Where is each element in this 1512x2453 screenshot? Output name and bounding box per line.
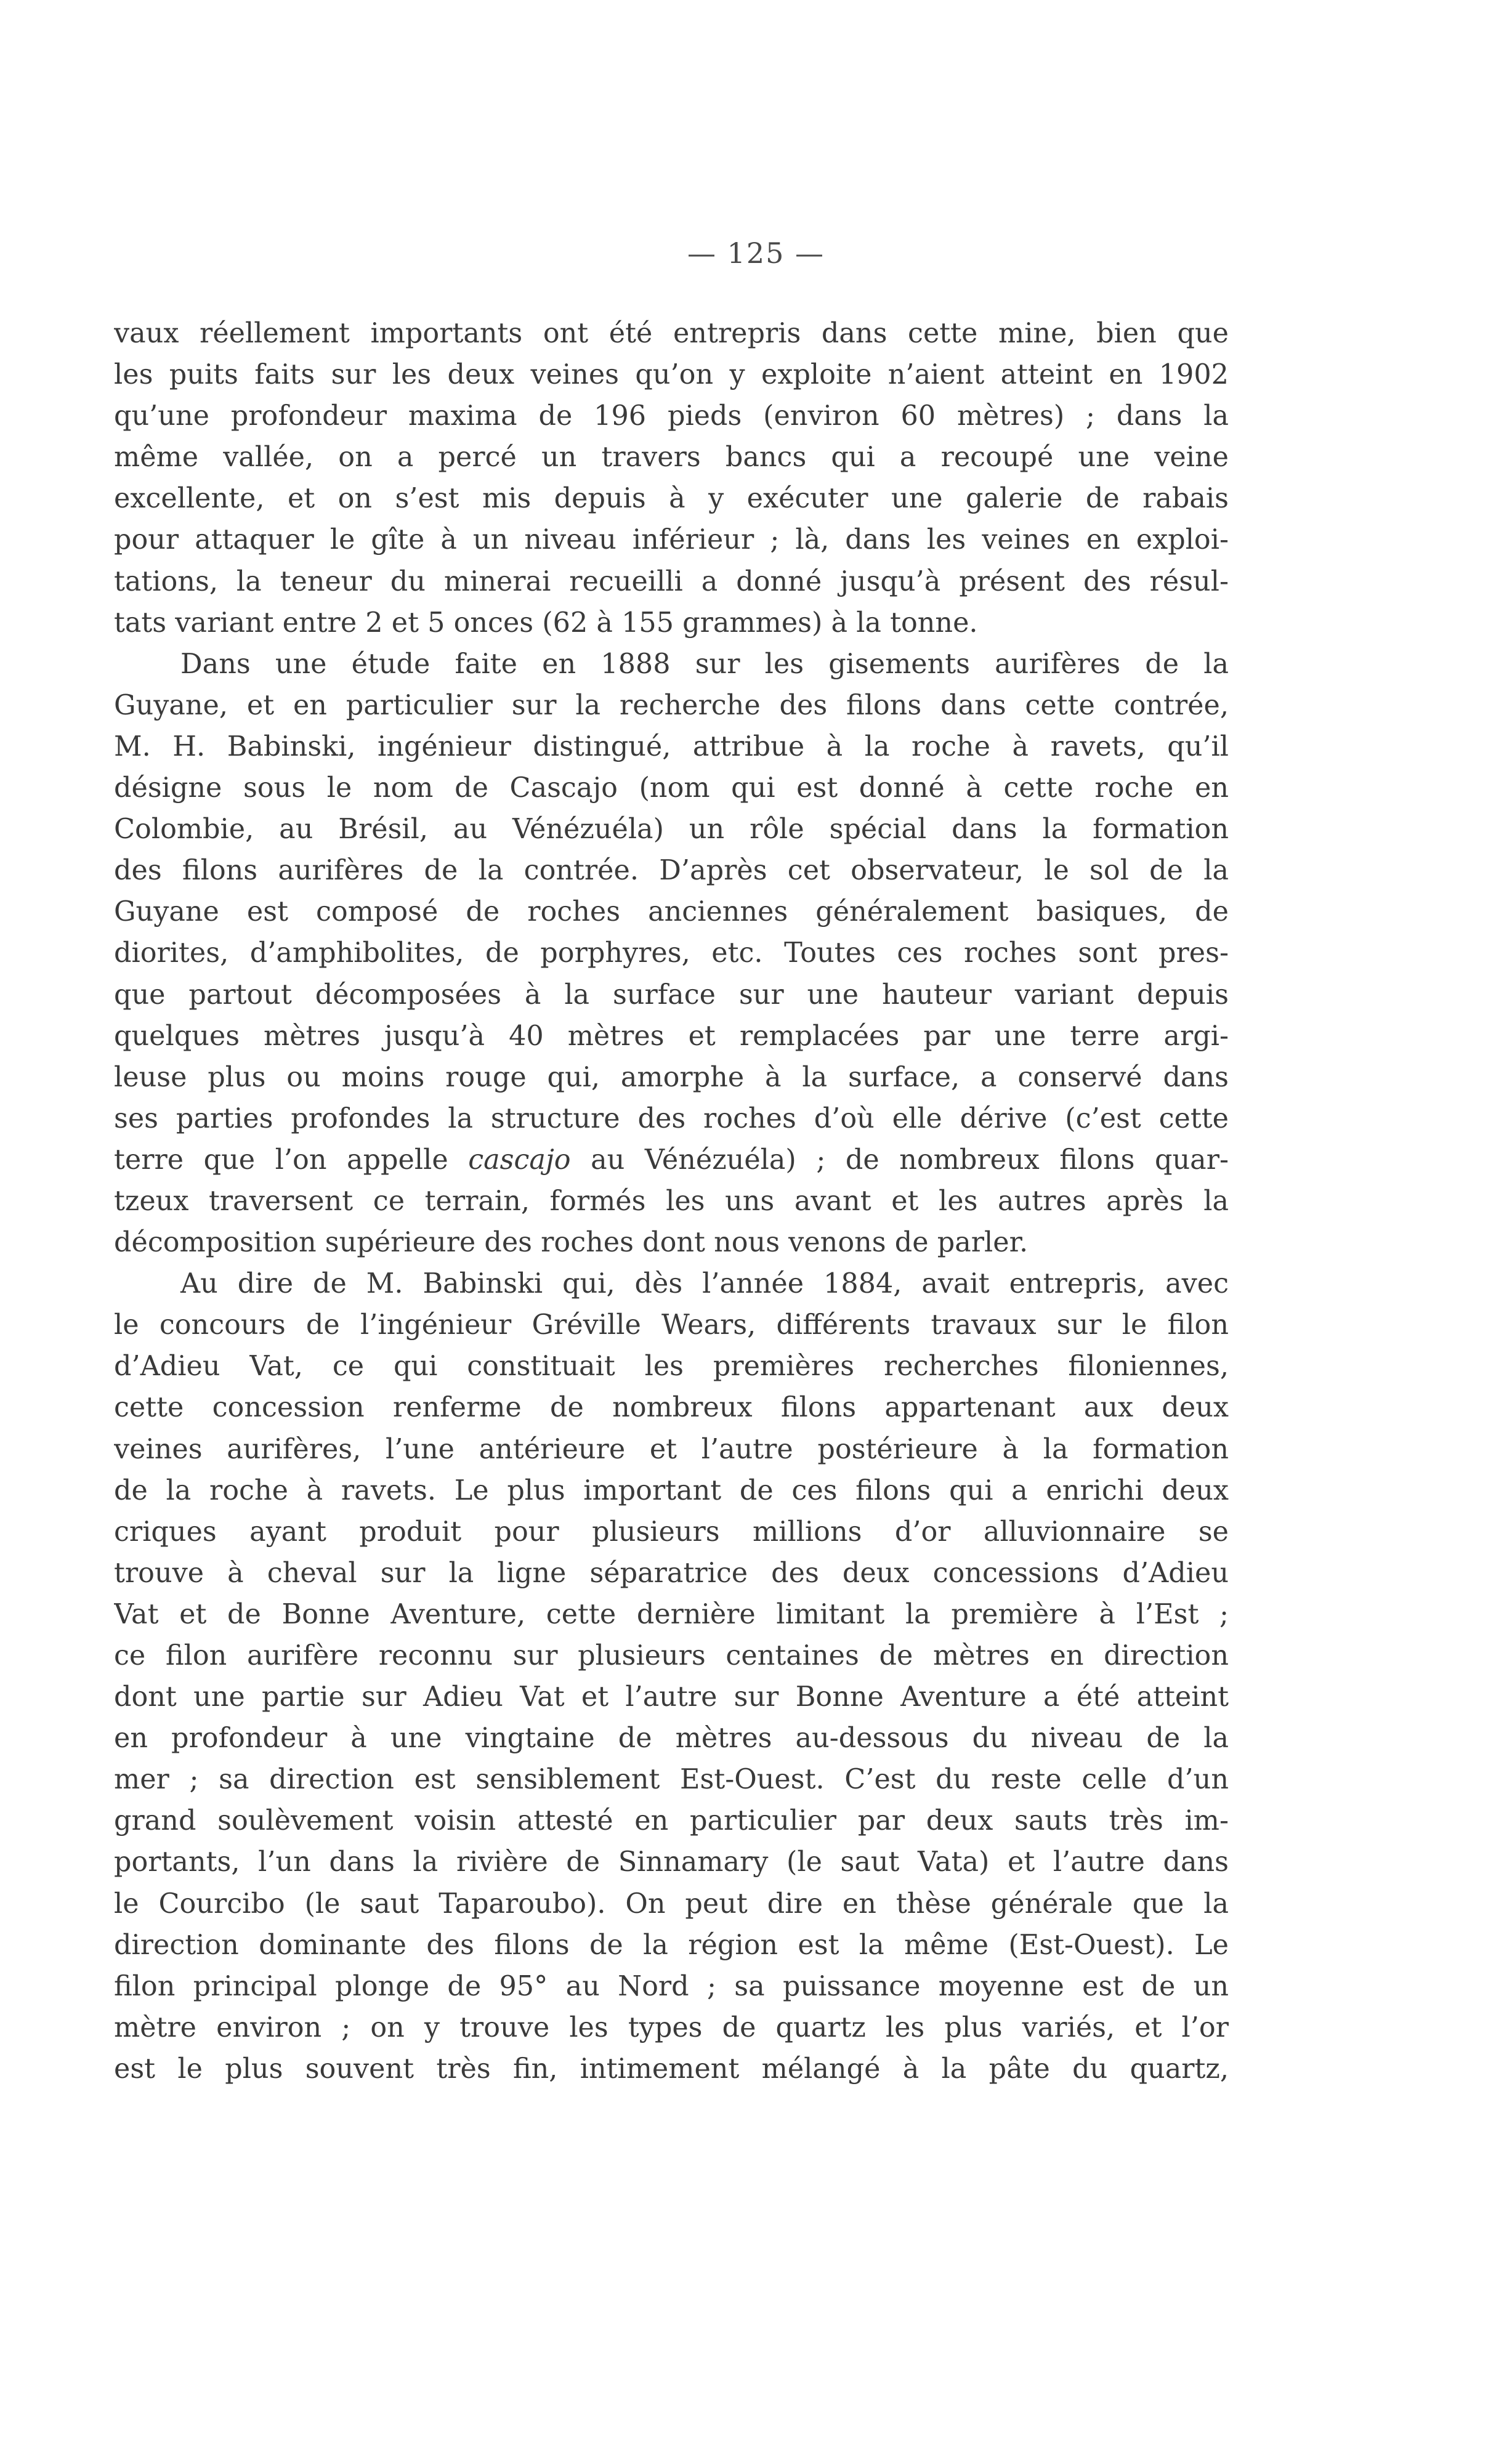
text-line: des filons aurifères de la contrée. D’après cet observateur, le sol de la bbox=[114, 855, 1229, 887]
text-line: tations, la teneur du minerai recueilli a donné jusqu’à présent des résul- bbox=[114, 565, 1229, 597]
text-line: veines aurifères, l’une antérieure et l’autre postérieure à la formation bbox=[114, 1433, 1229, 1465]
text-line: Vat et de Bonne Aventure, cette dernière limitant la première à l’Est ; bbox=[114, 1598, 1229, 1630]
text-line: décomposition supérieure des roches dont nous venons de parler. bbox=[114, 1227, 1029, 1259]
text-line: Guyane, et en particulier sur la recherche des filons dans cette contrée, bbox=[114, 689, 1229, 721]
text-line: quelques mètres jusqu’à 40 mètres et remplacées par une terre argi- bbox=[114, 1020, 1229, 1052]
text-line: en profondeur à une vingtaine de mètres au-dessous du niveau de la bbox=[114, 1723, 1229, 1755]
body-text bbox=[114, 313, 1229, 2090]
text-line: pour attaquer le gîte à un niveau inférieur ; là, dans les veines en exploi- bbox=[114, 524, 1229, 556]
text-line: tats variant entre 2 et 5 onces (62 à 155 grammes) à la tonne. bbox=[114, 607, 978, 639]
text-line: trouve à cheval sur la ligne séparatrice des deux concessions d’Adieu bbox=[114, 1557, 1229, 1589]
text-line: excellente, et on s’est mis depuis à y exécuter une galerie de rabais bbox=[114, 483, 1229, 515]
text-segment: terre que l’on appelle bbox=[114, 1144, 469, 1176]
text-line: ses parties profondes la structure des roches d’où elle dérive (c’est cette bbox=[114, 1102, 1229, 1134]
text-line: désigne sous le nom de Cascajo (nom qui est donné à cette roche en bbox=[114, 772, 1229, 804]
text-line: ce filon aurifère reconnu sur plusieurs centaines de mètres en direction bbox=[114, 1640, 1229, 1671]
page-number: — 125 — bbox=[687, 236, 825, 270]
text-line: filon principal plonge de 95° au Nord ; sa puissance moyenne est de un bbox=[114, 1970, 1229, 2002]
text-line: Au dire de M. Babinski qui, dès l’année 1884, avait entrepris, avec bbox=[180, 1268, 1229, 1300]
text-line: est le plus souvent très fin, intimement mélangé à la pâte du quartz, bbox=[114, 2053, 1229, 2085]
text-line: leuse plus ou moins rouge qui, amorphe à la surface, a conservé dans bbox=[114, 1061, 1229, 1093]
text-line: Dans une étude faite en 1888 sur les gisements aurifères de la bbox=[180, 648, 1229, 680]
text-line: dont une partie sur Adieu Vat et l’autre sur Bonne Aventure a été atteint bbox=[114, 1681, 1229, 1713]
text-segment: au Vénézuéla) ; de nombreux filons quar- bbox=[570, 1144, 1229, 1176]
text-line: Colombie, au Brésil, au Vénézuéla) un rôle spécial dans la formation bbox=[114, 814, 1229, 846]
text-line: mer ; sa direction est sensiblement Est-Ouest. C’est du reste celle d’un bbox=[114, 1764, 1229, 1796]
italic-term: cascajo bbox=[468, 1144, 571, 1176]
text-line: diorites, d’amphibolites, de porphyres, etc. Toutes ces roches sont pres- bbox=[114, 937, 1229, 969]
text-line: d’Adieu Vat, ce qui constituait les premières recherches filoniennes, bbox=[114, 1351, 1229, 1383]
text-line: le concours de l’ingénieur Gréville Wears, différents travaux sur le filon bbox=[114, 1309, 1229, 1341]
text-line: tzeux traversent ce terrain, formés les uns avant et les autres après la bbox=[114, 1185, 1229, 1217]
text-line: cette concession renferme de nombreux filons appartenant aux deux bbox=[114, 1392, 1229, 1424]
text-line: de la roche à ravets. Le plus important de ces filons qui a enrichi deux bbox=[114, 1474, 1229, 1506]
text-line: grand soulèvement voisin attesté en particulier par deux sauts très im- bbox=[114, 1805, 1229, 1837]
text-line bbox=[114, 1139, 1229, 1181]
text-line: même vallée, on a percé un travers bancs qui a recoupé une veine bbox=[114, 442, 1229, 474]
text-line: portants, l’un dans la rivière de Sinnamary (le saut Vata) et l’autre dans bbox=[114, 1846, 1229, 1878]
text-line: M. H. Babinski, ingénieur distingué, attribue à la roche à ravets, qu’il bbox=[114, 730, 1229, 762]
text-line: qu’une profondeur maxima de 196 pieds (environ 60 mètres) ; dans la bbox=[114, 400, 1229, 432]
text-line: direction dominante des filons de la région est la même (Est-Ouest). Le bbox=[114, 1929, 1229, 1961]
text-line: le Courcibo (le saut Taparoubo). On peut dire en thèse générale que la bbox=[114, 1888, 1229, 1920]
text-line: vaux réellement importants ont été entrepris dans cette mine, bien que bbox=[114, 318, 1229, 349]
text-line: que partout décomposées à la surface sur une hauteur variant depuis bbox=[114, 979, 1229, 1011]
text-line: les puits faits sur les deux veines qu’on y exploite n’aient atteint en 1902 bbox=[114, 359, 1229, 391]
text-line: mètre environ ; on y trouve les types de quartz les plus variés, et l’or bbox=[114, 2011, 1229, 2043]
text-line: Guyane est composé de roches anciennes généralement basiques, de bbox=[114, 896, 1229, 928]
text-line: criques ayant produit pour plusieurs millions d’or alluvionnaire se bbox=[114, 1516, 1229, 1548]
